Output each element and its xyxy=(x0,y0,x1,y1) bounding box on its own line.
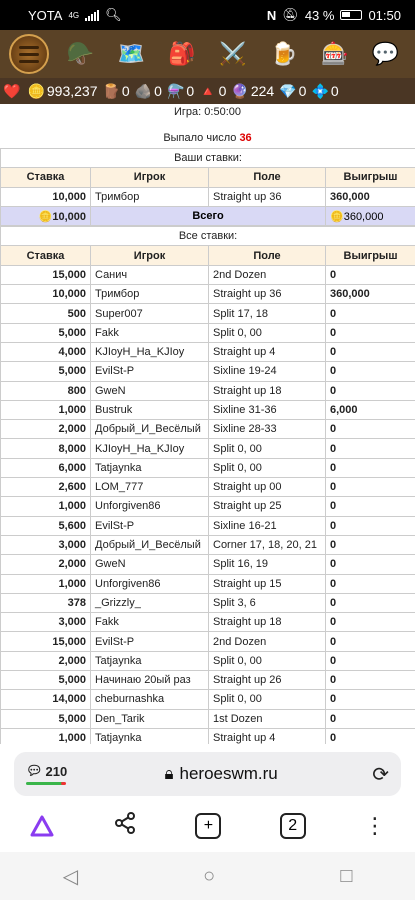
result-line xyxy=(0,132,415,148)
knight-helmet-icon[interactable]: 🪖 xyxy=(66,41,95,66)
table-row xyxy=(1,632,415,651)
bet-cell: 10,000 xyxy=(1,285,91,304)
my-bets-total-row xyxy=(1,206,415,225)
bet-cell: 800 xyxy=(1,381,91,400)
player-cell[interactable]: Тримбор xyxy=(91,285,209,304)
win-cell: 0 xyxy=(326,555,415,574)
field-cell: Split 0, 00 xyxy=(209,690,326,709)
player-cell[interactable]: EvilSt-P xyxy=(91,362,209,381)
inventory-bag-icon[interactable]: 🎒 xyxy=(168,41,196,66)
table-row xyxy=(1,323,415,342)
table-row xyxy=(1,420,415,439)
my-bets-title: Ваши ставки: xyxy=(1,149,415,168)
table-row xyxy=(1,342,415,361)
win-cell: 0 xyxy=(326,651,415,670)
bet-cell: 2,600 xyxy=(1,478,91,497)
total-label: Всего xyxy=(91,206,326,225)
back-icon[interactable]: ◁ xyxy=(62,865,78,888)
home-icon[interactable]: ○ xyxy=(203,864,216,887)
clock: 01:50 xyxy=(368,7,401,23)
field-cell: Sixline 19-24 xyxy=(209,362,326,381)
table-row xyxy=(1,709,415,728)
resource-value: 0 xyxy=(330,83,339,99)
bet-cell: 1,000 xyxy=(1,574,91,593)
bet-cell: 500 xyxy=(1,304,91,323)
bet-cell: 14,000 xyxy=(1,690,91,709)
header-field: Поле xyxy=(209,246,326,265)
bet-cell: 5,000 xyxy=(1,671,91,690)
player-cell[interactable]: EvilSt-P xyxy=(91,516,209,535)
all-bets-header xyxy=(1,246,415,265)
field-cell: Sixline 28-33 xyxy=(209,420,326,439)
win-cell: 0 xyxy=(326,690,415,709)
tavern-mug-icon[interactable]: 🍺 xyxy=(270,41,298,66)
bet-cell: 5,000 xyxy=(1,323,91,342)
signal-icon xyxy=(85,10,99,21)
reload-icon[interactable]: ⟳ xyxy=(372,763,389,786)
resource-value: 993,237 xyxy=(46,83,98,99)
header-player: Игрок xyxy=(91,246,209,265)
comments-counter[interactable] xyxy=(26,763,70,785)
roulette-results-page xyxy=(0,104,415,744)
header-bet: Ставка xyxy=(1,168,91,187)
field-cell: Straight up 15 xyxy=(209,574,326,593)
lock-icon: 🔒︎ xyxy=(164,764,174,783)
network-type: 4G xyxy=(68,10,80,20)
player-cell[interactable]: Unforgiven86 xyxy=(91,497,209,516)
resources-bar xyxy=(0,78,415,104)
header-player: Игрок xyxy=(91,168,209,187)
player-cell[interactable]: KJIoyH_Ha_KJIoy xyxy=(91,342,209,361)
field-cell: 2nd Dozen xyxy=(209,632,326,651)
battery-icon xyxy=(340,10,362,20)
player-cell[interactable]: Добрый_И_Весёлый xyxy=(91,535,209,554)
table-row xyxy=(1,651,415,670)
bet-cell: 3,000 xyxy=(1,535,91,554)
win-cell: 0 xyxy=(326,709,415,728)
resource-value: 0 xyxy=(186,83,195,99)
table-row xyxy=(1,285,415,304)
ore-icon: 🪨 xyxy=(134,82,153,99)
search-icon: 🔍︎ xyxy=(105,7,122,22)
field-cell: Straight up 26 xyxy=(209,671,326,690)
chat-bubble-icon[interactable]: 💬 xyxy=(371,41,400,66)
table-row xyxy=(1,362,415,381)
player-cell[interactable]: KJIoyH_Ha_KJIoy xyxy=(91,439,209,458)
win-cell: 0 xyxy=(326,516,415,535)
bet-cell: 1,000 xyxy=(1,497,91,516)
result-number: 36 xyxy=(239,132,252,144)
roulette-icon[interactable]: 🎰 xyxy=(320,41,349,66)
gold-icon: 🪙 xyxy=(27,82,45,99)
diamond-icon: 💠 xyxy=(311,82,329,99)
system-navigation-bar xyxy=(0,852,415,900)
table-row xyxy=(1,555,415,574)
recents-icon[interactable]: □ xyxy=(340,864,353,887)
player-cell[interactable]: Начинаю 20ый раз xyxy=(91,671,209,690)
tabs-counter-button[interactable]: 2 xyxy=(280,813,306,839)
player-cell[interactable]: Tatjaynka xyxy=(91,728,209,744)
win-cell: 360,000 xyxy=(326,187,415,206)
player-cell[interactable]: Тримбор xyxy=(91,187,209,206)
bet-cell: 8,000 xyxy=(1,439,91,458)
field-cell: Straight up 4 xyxy=(209,728,326,744)
player-cell[interactable]: GweN xyxy=(91,555,209,574)
gold-icon: 🪙 xyxy=(330,210,344,223)
total-win xyxy=(326,206,415,225)
field-cell: Straight up 25 xyxy=(209,497,326,516)
win-cell: 0 xyxy=(326,381,415,400)
player-cell[interactable]: Tatjaynka xyxy=(91,651,209,670)
crystal-icon: 🔮 xyxy=(231,82,249,99)
table-row xyxy=(1,516,415,535)
win-cell: 0 xyxy=(326,420,415,439)
sulfur-icon: 🔺 xyxy=(199,82,217,99)
browser-address-bar xyxy=(14,752,401,796)
player-cell[interactable]: Tatjaynka xyxy=(91,458,209,477)
win-cell: 6,000 xyxy=(326,400,415,419)
field-cell: Split 0, 00 xyxy=(209,323,326,342)
resource-value: 0 xyxy=(298,83,307,99)
mute-icon: 🔕︎ xyxy=(282,7,299,22)
bet-cell: 5,600 xyxy=(1,516,91,535)
battles-swords-icon[interactable]: ⚔️ xyxy=(219,41,247,66)
game-top-menu xyxy=(0,30,415,78)
carrier-label: YOTA xyxy=(28,7,63,23)
total-win-value: 360,000 xyxy=(343,210,384,223)
player-cell[interactable]: Bustruk xyxy=(91,400,209,419)
resource-value: 0 xyxy=(154,83,162,99)
bet-cell: 2,000 xyxy=(1,420,91,439)
win-cell: 0 xyxy=(326,265,415,284)
field-cell: Sixline 31-36 xyxy=(209,400,326,419)
table-row xyxy=(1,613,415,632)
win-cell: 0 xyxy=(326,478,415,497)
win-cell: 0 xyxy=(326,593,415,612)
bet-cell: 5,000 xyxy=(1,709,91,728)
table-row xyxy=(1,381,415,400)
new-tab-button[interactable]: + xyxy=(195,813,221,839)
table-row xyxy=(1,265,415,284)
win-cell: 0 xyxy=(326,304,415,323)
bet-cell: 3,000 xyxy=(1,613,91,632)
heart-icon: ❤️ xyxy=(3,82,21,99)
field-cell: Split 17, 18 xyxy=(209,304,326,323)
table-row xyxy=(1,439,415,458)
gems-icon: 💎 xyxy=(279,82,297,99)
mercury-icon: ⚗️ xyxy=(166,82,185,99)
win-cell: 360,000 xyxy=(326,285,415,304)
nfc-icon: N xyxy=(266,7,277,23)
field-cell: Split 0, 00 xyxy=(209,651,326,670)
header-win: Выигрыш xyxy=(326,246,415,265)
more-options-icon[interactable]: ⋮ xyxy=(363,813,386,838)
table-row xyxy=(1,458,415,477)
table-row xyxy=(1,497,415,516)
bet-cell: 6,000 xyxy=(1,458,91,477)
field-cell: Straight up 36 xyxy=(209,187,326,206)
resource-gems xyxy=(279,83,306,100)
table-row xyxy=(1,400,415,419)
player-cell[interactable]: Санич xyxy=(91,265,209,284)
url-text: heroeswm.ru xyxy=(179,764,278,783)
bet-cell: 15,000 xyxy=(1,265,91,284)
resource-diamond xyxy=(311,83,338,100)
resource-heart xyxy=(3,83,22,100)
bet-cell: 378 xyxy=(1,593,91,612)
resource-value: 0 xyxy=(218,83,227,99)
field-cell: Straight up 36 xyxy=(209,285,326,304)
win-cell: 0 xyxy=(326,671,415,690)
share-icon[interactable] xyxy=(113,811,137,841)
total-bet-value: 10,000 xyxy=(52,210,86,223)
resource-value: 0 xyxy=(121,83,130,99)
bet-cell: 1,000 xyxy=(1,400,91,419)
bet-cell: 2,000 xyxy=(1,555,91,574)
table-row xyxy=(1,574,415,593)
all-bets-table xyxy=(0,226,415,744)
bet-cell: 4,000 xyxy=(1,342,91,361)
url-field[interactable] xyxy=(70,764,372,784)
field-cell: 1st Dozen xyxy=(209,709,326,728)
wood-icon: 🪵 xyxy=(102,82,120,99)
game-time: Игра: 0:50:00 xyxy=(174,106,241,118)
field-cell: Split 0, 00 xyxy=(209,458,326,477)
field-cell: Straight up 18 xyxy=(209,381,326,400)
player-cell[interactable]: Fakk xyxy=(91,323,209,342)
win-cell: 0 xyxy=(326,632,415,651)
field-cell: Straight up 00 xyxy=(209,478,326,497)
table-row xyxy=(1,671,415,690)
my-bets-table xyxy=(0,148,415,226)
gold-icon: 🪙 xyxy=(38,210,53,223)
field-cell: Straight up 4 xyxy=(209,342,326,361)
table-row xyxy=(1,187,415,206)
field-cell: Split 16, 19 xyxy=(209,555,326,574)
field-cell: 2nd Dozen xyxy=(209,265,326,284)
player-cell[interactable]: Den_Tarik xyxy=(91,709,209,728)
browser-toolbar xyxy=(0,800,415,852)
rating-bar xyxy=(26,782,64,785)
bet-cell: 2,000 xyxy=(1,651,91,670)
alice-assistant-icon[interactable] xyxy=(29,814,55,838)
battery-percent: 43 % xyxy=(304,7,335,23)
player-cell[interactable]: Unforgiven86 xyxy=(91,574,209,593)
bet-cell: 15,000 xyxy=(1,632,91,651)
table-row xyxy=(1,535,415,554)
win-cell: 0 xyxy=(326,323,415,342)
bet-cell: 10,000 xyxy=(1,187,91,206)
table-row xyxy=(1,478,415,497)
map-scroll-icon[interactable]: 🗺️ xyxy=(117,41,145,66)
table-row xyxy=(1,304,415,323)
win-cell: 0 xyxy=(326,342,415,361)
field-cell: Sixline 16-21 xyxy=(209,516,326,535)
player-cell[interactable]: EvilSt-P xyxy=(91,632,209,651)
field-cell: Corner 17, 18, 20, 21 xyxy=(209,535,326,554)
resource-ore xyxy=(135,83,162,100)
win-cell: 0 xyxy=(326,535,415,554)
player-cell[interactable]: Super007 xyxy=(91,304,209,323)
field-cell: Split 3, 6 xyxy=(209,593,326,612)
win-cell: 0 xyxy=(326,497,415,516)
field-cell: Straight up 18 xyxy=(209,613,326,632)
header-field: Поле xyxy=(209,168,326,187)
win-cell: 0 xyxy=(326,613,415,632)
main-menu-button[interactable] xyxy=(9,34,49,74)
header-win: Выигрыш xyxy=(326,168,415,187)
player-cell[interactable]: Добрый_И_Весёлый xyxy=(91,420,209,439)
comment-icon: 💬︎ xyxy=(26,763,43,778)
bet-cell: 5,000 xyxy=(1,362,91,381)
resource-value: 224 xyxy=(250,83,275,99)
win-cell: 0 xyxy=(326,728,415,744)
table-row xyxy=(1,728,415,744)
menu-icon xyxy=(19,46,39,63)
resource-wood xyxy=(102,83,129,100)
total-bet xyxy=(1,206,91,225)
table-row xyxy=(1,690,415,709)
player-cell[interactable]: cheburnashka xyxy=(91,690,209,709)
player-cell[interactable]: GweN xyxy=(91,381,209,400)
status-bar xyxy=(0,0,415,30)
resource-gold xyxy=(27,83,97,100)
resource-mercury xyxy=(167,83,194,100)
player-cell[interactable]: Fakk xyxy=(91,613,209,632)
table-row xyxy=(1,593,415,612)
field-cell: Split 0, 00 xyxy=(209,439,326,458)
player-cell[interactable]: _Grizzly_ xyxy=(91,593,209,612)
player-cell[interactable]: LOM_777 xyxy=(91,478,209,497)
header-bet: Ставка xyxy=(1,246,91,265)
bet-cell: 1,000 xyxy=(1,728,91,744)
resource-sulfur xyxy=(199,83,226,100)
win-cell: 0 xyxy=(326,574,415,593)
result-label: Выпало число xyxy=(163,132,240,144)
win-cell: 0 xyxy=(326,458,415,477)
my-bets-header xyxy=(1,168,415,187)
win-cell: 0 xyxy=(326,362,415,381)
comments-count: 210 xyxy=(45,763,68,779)
win-cell: 0 xyxy=(326,439,415,458)
resource-crystal xyxy=(231,83,274,100)
all-bets-title: Все ставки: xyxy=(1,227,415,246)
